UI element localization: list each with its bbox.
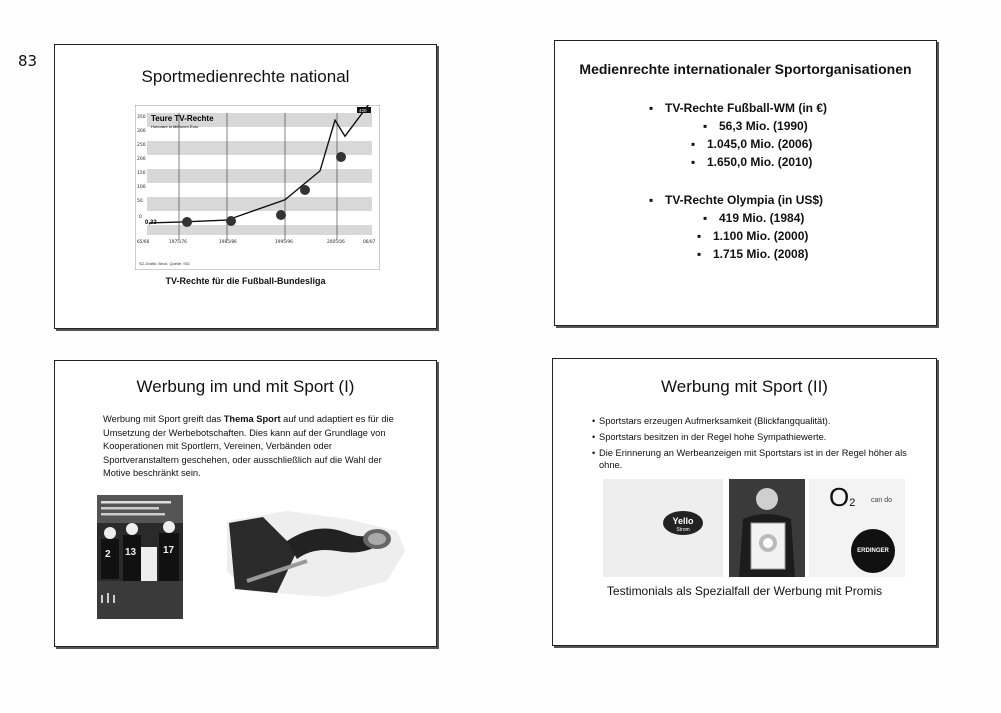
y-tick: 250 [137, 143, 146, 148]
list-heading-wm: ▪ TV-Rechte Fußball-WM (in €) [665, 101, 827, 115]
chart-subtitle: Honorare in Millionen Euro [151, 124, 199, 129]
list-item: • Die Erinnerung an Werbeanzeigen mit Sportstars ist in der Regel höher als ohne. [599, 447, 919, 471]
slide-title: Medienrechte internationaler Sportorganisationen [579, 61, 912, 77]
svg-text:13: 13 [125, 547, 137, 558]
list-item: ▪ 1.045,0 Mio. (2006) [707, 137, 812, 151]
slide-title: Werbung mit Sport (II) [661, 377, 828, 396]
slide-title: Werbung im und mit Sport (I) [136, 377, 355, 396]
y-tick: 200 [137, 157, 146, 162]
chart-title: Teure TV-Rechte [151, 114, 214, 123]
yello-logo: Yello Strom [663, 511, 703, 535]
tv-rights-chart [135, 105, 380, 270]
chart-source: SZ-Grafik: Beck; Quelle: SID [139, 261, 190, 266]
list-item: ▪ 1.100 Mio. (2000) [713, 229, 808, 243]
list-item: ▪ 1.715 Mio. (2008) [713, 247, 808, 261]
slide-title: Sportmedienrechte national [141, 67, 350, 86]
y-tick: 100 [137, 185, 146, 190]
bullet-list [599, 415, 919, 475]
o2-logo: O2 [829, 482, 856, 512]
x-tick: 06/07 [363, 240, 376, 245]
last-value-badge: 420 [359, 108, 367, 113]
yello-ad-image [603, 479, 723, 577]
slide-werbung-mit-sport-ii [552, 358, 937, 646]
o2-tagline: can do [871, 497, 893, 504]
x-tick: 1975/76 [169, 240, 187, 245]
football-team-photo [97, 495, 183, 619]
erdinger-logo: ERDINGER [851, 529, 895, 573]
chart-caption: TV-Rechte für die Fußball-Bundesliga [165, 276, 326, 286]
list-item: ▪ 1.650,0 Mio. (2010) [707, 155, 812, 169]
svg-text:2: 2 [105, 549, 111, 560]
y-tick: 0 [139, 215, 142, 220]
first-value-label: 0,33 [145, 220, 157, 226]
y-tick: 300 [137, 129, 146, 134]
beckenbauer-photo [729, 479, 805, 577]
slide-caption: Testimonials als Spezialfall der Werbung mit Promis [606, 584, 883, 598]
y-tick: 150 [137, 171, 146, 176]
emphasis-thema-sport: Thema Sport [223, 414, 281, 424]
x-tick: 1985/86 [219, 240, 237, 245]
swimmer-photo [227, 511, 407, 597]
sponsor-logos [809, 479, 905, 577]
body-paragraph: Werbung mit Sport greift das Thema Sport auf und adaptiert es für die Umsetzung der Werbebotschaften. Dies kann auf der Grundlage von Kooperationen mit Sportlern, Vereinen, Verbänden oder Sportveranstaltern geschehen, oder ausschließlich auf die Wahl der Motive beschränkt sein. [103, 414, 394, 478]
list-heading-olympia: ▪ TV-Rechte Olympia (in US$) [665, 193, 823, 207]
y-tick: 350 [137, 115, 146, 120]
slide-medienrechte-international [554, 40, 937, 326]
x-tick: 1995/96 [275, 240, 293, 245]
slide-werbung-im-und-mit-sport [54, 360, 437, 647]
slide-sportmedienrechte-national [54, 44, 437, 329]
page-number: 83 [18, 52, 38, 70]
list-item: • Sportstars erzeugen Aufmerksamkeit (Blickfangqualität). [599, 415, 919, 427]
x-tick: 65/66 [137, 240, 150, 245]
x-tick: 2005/06 [327, 240, 345, 245]
svg-text:17: 17 [163, 545, 175, 556]
list-item: • Sportstars besitzen in der Regel hohe Sympathiewerte. [599, 431, 919, 443]
y-tick: 50 [137, 199, 143, 204]
list-item: ▪ 56,3 Mio. (1990) [719, 119, 808, 133]
list-item: ▪ 419 Mio. (1984) [719, 211, 804, 225]
